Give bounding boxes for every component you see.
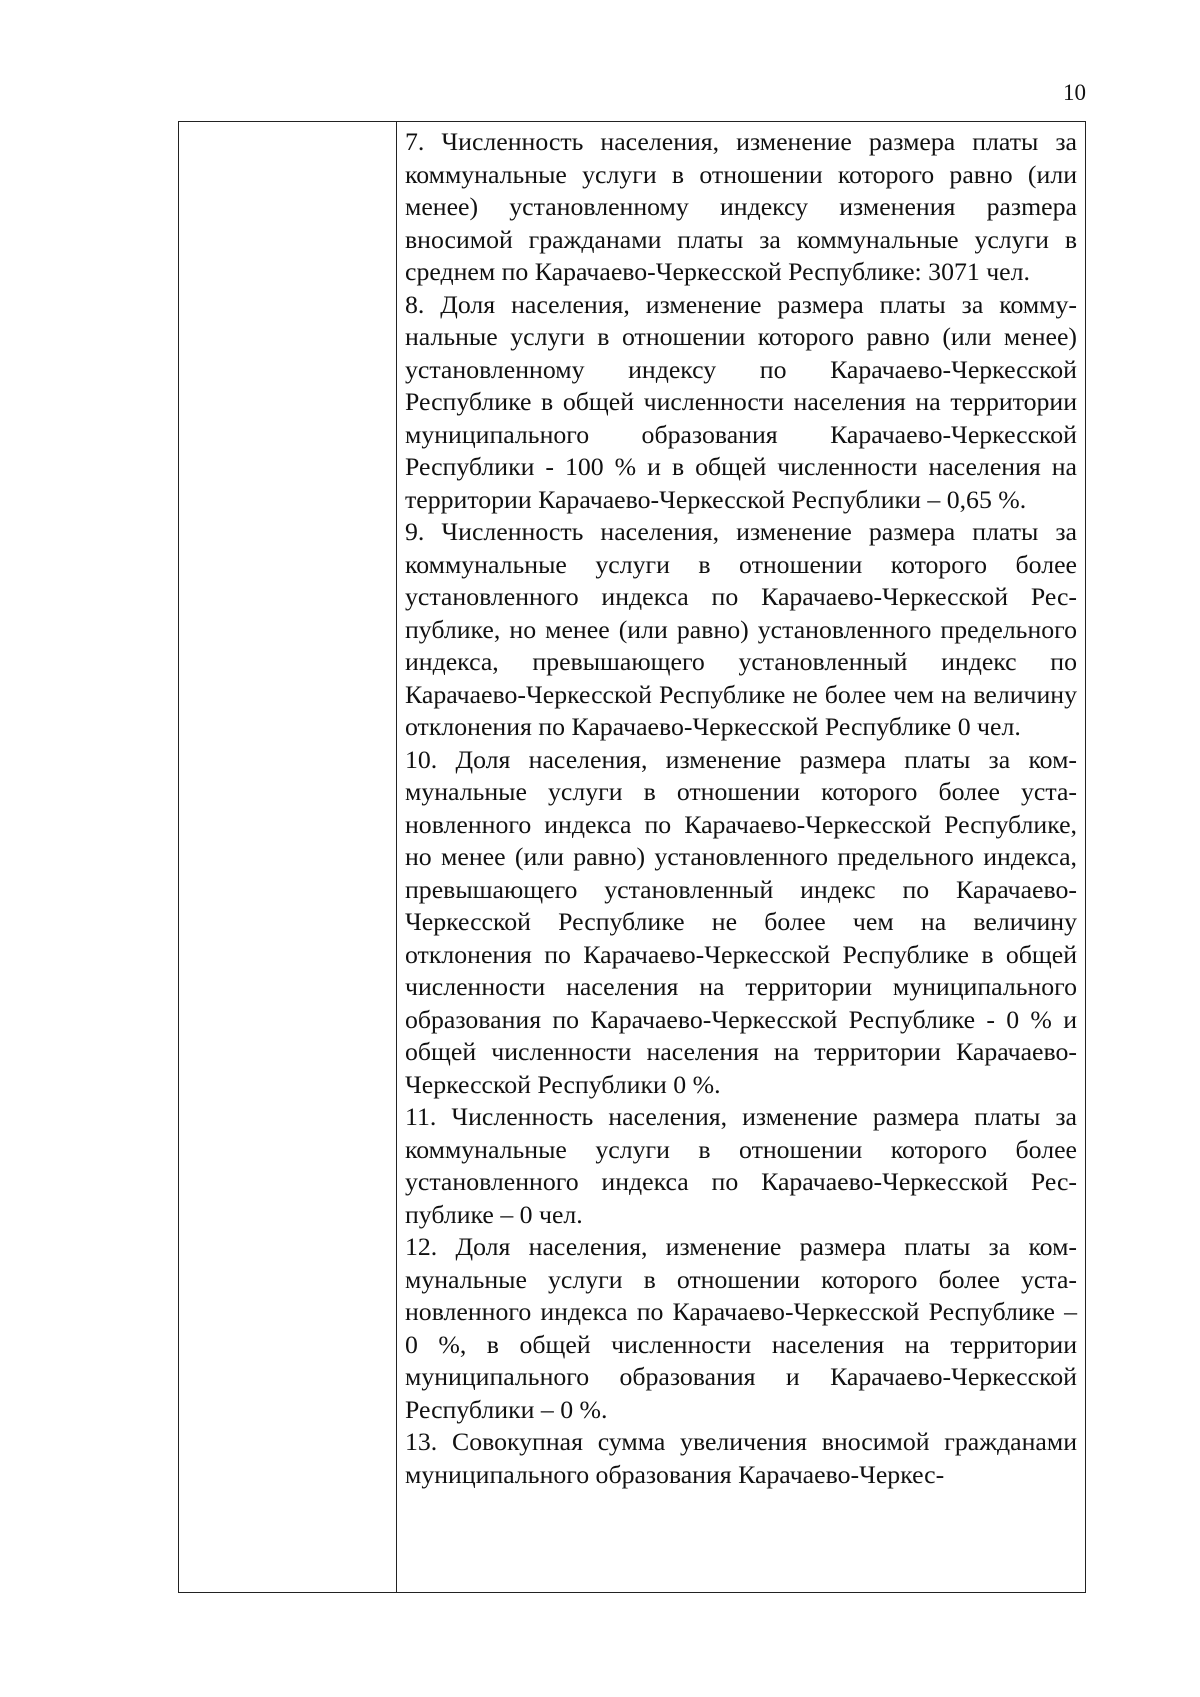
list-item-7: 7. Численность населения, изменение размера платы за коммунальные услуги в отношении которого равно (или менее) установленному индексу изменения разmера вносимой гражданами платы за коммунальные услуги в среднем по Карачаево-Черкесской Республике: 3071 чел. <box>405 127 1077 286</box>
document-table <box>178 121 1086 1593</box>
page-number: 10 <box>1063 80 1086 105</box>
list-item-13: 13. Совокупная сумма увеличения вносимой гражданами муниципального образования Карачаево-Черкес- <box>405 1427 1077 1489</box>
list-item-11: 11. Численность населения, изменение размера платы за коммунальные услуги в отношении которого более установленного индекса по Карачаево-Черкесской Республике – 0 чел. <box>405 1102 1077 1229</box>
list-item-12: 12. Доля населения, изменение размера платы за коммунальные услуги в отношении которого более установленного индекса по Карачаево-Черкесской Республике – 0 %, в общей численности населения на территории муниципального образования и Карачаево-Черкесской Республики – 0 %. <box>405 1232 1077 1424</box>
table-right-column <box>397 122 1085 1592</box>
list-item-10: 10. Доля населения, изменение размера платы за коммунальные услуги в отношении которого более установленного индекса по Карачаево-Черкесской Республике, но менее (или равно) установленного предельного индекса, превышающего установленный индекс по Карачаево-Черкесской Республике не более чем на величину отклонения по Карачаево-Черкесской Республике в общей численности населения на территории муниципального образования по Карачаево-Черкесской Республике - 0 % и общей численности населения на территории Карачаево-Черкесской Республики 0 %. <box>405 744 1077 1099</box>
table-left-column <box>179 122 397 1592</box>
list-item-9: 9. Численность населения, изменение размера платы за коммунальные услуги в отношении которого более установленного индекса по Карачаево-Черкесской Республике, но менее (или равно) установленного предельного индекса, превышающего установленный индекс по Карачаево-Черкесской Республике не более чем на величину отклонения по Карачаево-Черкесской Республике 0 чел. <box>405 517 1077 741</box>
list-item-8: 8. Доля населения, изменение размера платы за коммунальные услуги в отношении которого равно (или менее) установленному индексу по Карачаево-Черкесской Республике в общей численности населения на территории муниципального образования Карачаево-Черкесской Республики - 100 % и в общей численности населения на территории Карачаево-Черкесской Республики – 0,65 %. <box>405 289 1077 514</box>
